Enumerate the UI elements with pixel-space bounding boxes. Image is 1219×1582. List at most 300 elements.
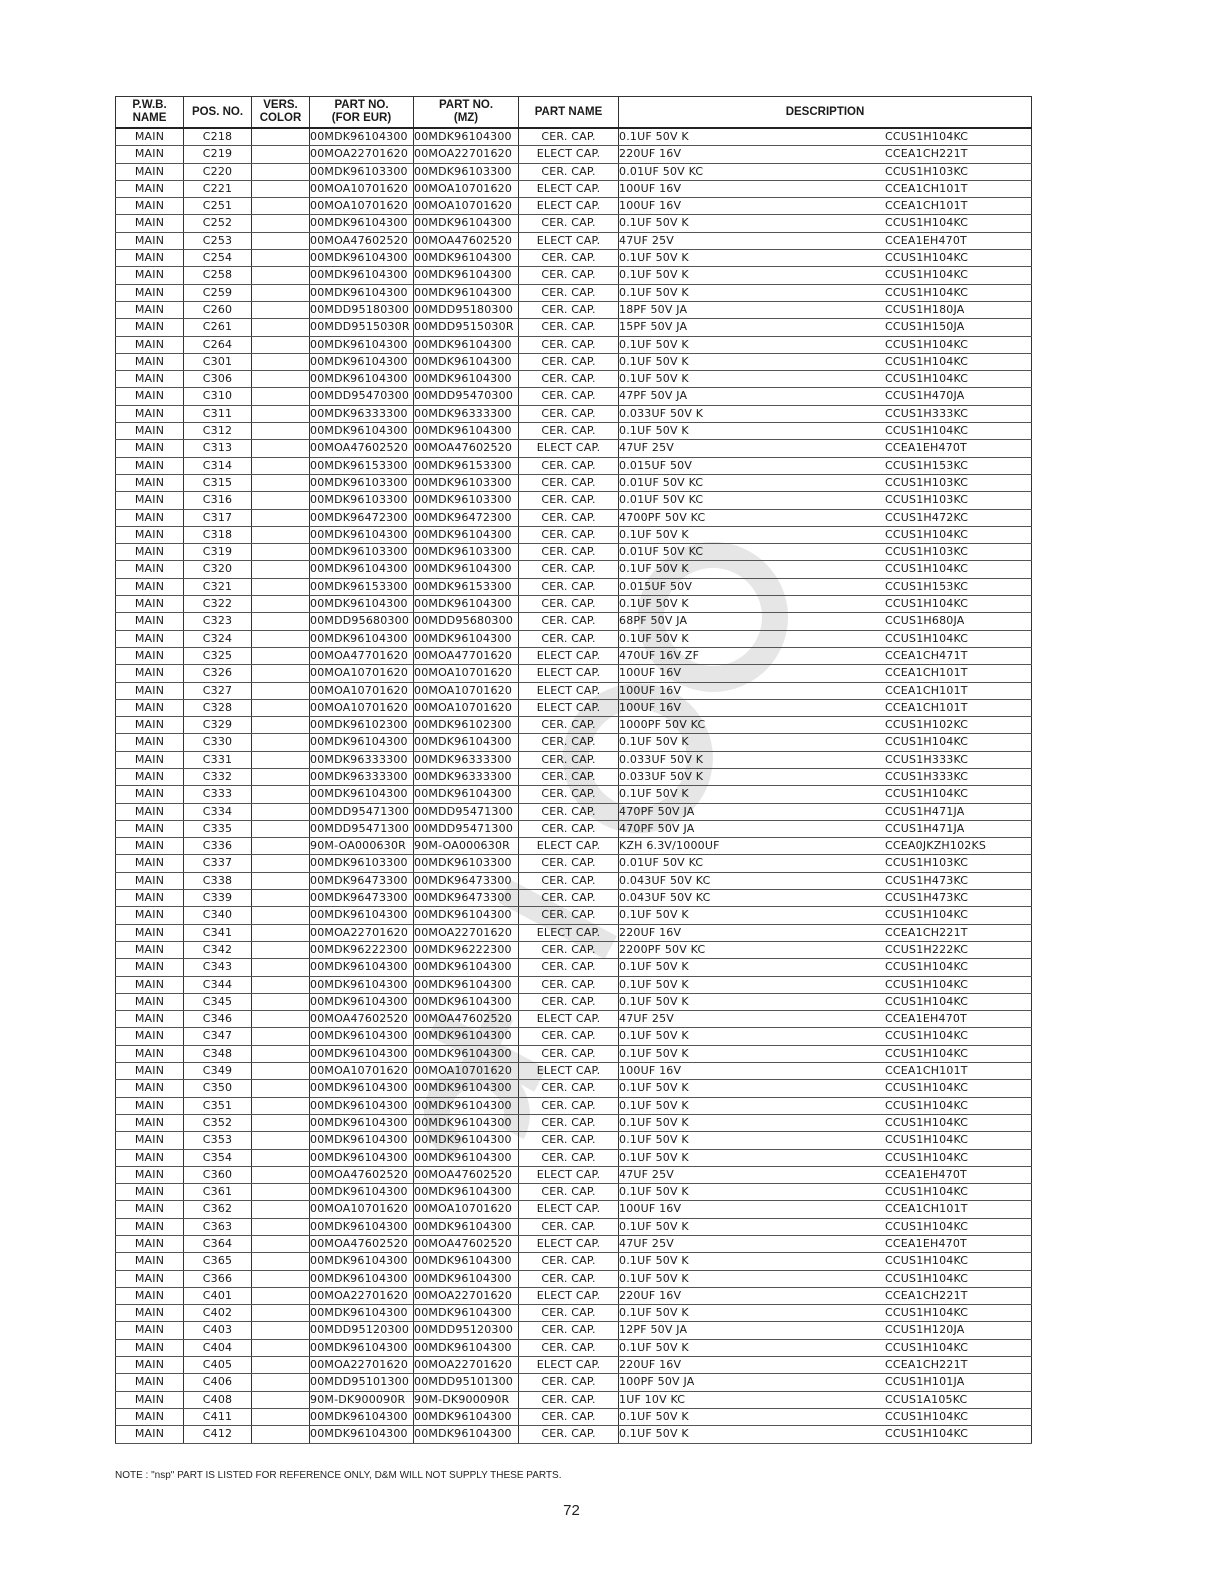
table-row	[116, 890, 1032, 907]
description-code: CCEA1EH470T	[885, 233, 967, 247]
pos-no-cell: C353	[184, 1132, 252, 1149]
table-row	[116, 768, 1032, 785]
part-name-cell: CER. CAP.	[519, 872, 619, 889]
table-row	[116, 440, 1032, 457]
pwb-name-cell: MAIN	[116, 1426, 184, 1443]
part-no-mz-cell: 00MOA10701620	[414, 682, 519, 699]
pos-no-cell: C326	[184, 665, 252, 682]
pwb-name-cell: MAIN	[116, 1045, 184, 1062]
description-code: CCUS1H473KC	[885, 873, 969, 887]
part-no-mz-cell: 00MDK96104300	[414, 371, 519, 388]
description-cell	[619, 907, 1032, 924]
description-cell	[619, 630, 1032, 647]
table-row	[116, 423, 1032, 440]
table-row	[116, 1322, 1032, 1339]
part-name-cell: CER. CAP.	[519, 1218, 619, 1235]
part-no-eur-cell: 00MOA47602520	[310, 232, 414, 249]
table-row	[116, 872, 1032, 889]
description-cell	[619, 301, 1032, 318]
vers-color-cell	[252, 388, 310, 405]
header-mz-line2: (MZ)	[453, 112, 479, 124]
description-cell	[619, 751, 1032, 768]
part-no-mz-cell: 00MDK96103300	[414, 163, 519, 180]
description-value: 1UF 10V KC	[619, 1392, 686, 1406]
vers-color-cell	[252, 1322, 310, 1339]
pos-no-cell: C325	[184, 647, 252, 664]
description-value: 0.1UF 50V K	[619, 631, 689, 645]
table-row	[116, 855, 1032, 872]
part-name-cell: CER. CAP.	[519, 319, 619, 336]
description-cell	[619, 526, 1032, 543]
description-value: 47UF 25V	[619, 1237, 674, 1250]
part-no-eur-cell: 90M-DK900090R	[310, 1391, 414, 1408]
description-code: CCUS1H102KC	[885, 718, 969, 732]
part-no-eur-cell: 00MOA47602520	[310, 1236, 414, 1253]
description-cell	[619, 1114, 1032, 1131]
pos-no-cell: C318	[184, 526, 252, 543]
part-name-cell: CER. CAP.	[519, 301, 619, 318]
description-value: 0.033UF 50V K	[619, 769, 704, 783]
description-code: CCUS1H104KC	[885, 1150, 969, 1164]
description-value: 470PF 50V JA	[619, 804, 695, 818]
description-cell	[619, 509, 1032, 526]
pos-no-cell: C401	[184, 1287, 252, 1304]
pwb-name-cell: MAIN	[116, 128, 184, 146]
part-no-eur-cell: 00MOA10701620	[310, 180, 414, 197]
part-no-eur-cell: 00MDK96103300	[310, 855, 414, 872]
part-no-eur-cell: 00MOA22701620	[310, 146, 414, 163]
table-row	[116, 267, 1032, 284]
part-no-mz-cell: 00MDK96104300	[414, 734, 519, 751]
pos-no-cell: C301	[184, 353, 252, 370]
part-name-cell: CER. CAP.	[519, 613, 619, 630]
pos-no-cell: C405	[184, 1357, 252, 1374]
pwb-name-cell: MAIN	[116, 1391, 184, 1408]
part-no-eur-cell: 00MDK96333300	[310, 751, 414, 768]
pwb-name-cell: MAIN	[116, 440, 184, 457]
part-no-mz-cell: 00MDK96102300	[414, 717, 519, 734]
vers-color-cell	[252, 578, 310, 595]
part-name-cell: CER. CAP.	[519, 855, 619, 872]
description-cell	[619, 1011, 1032, 1028]
part-no-mz-cell: 00MDK96333300	[414, 405, 519, 422]
part-no-mz-cell: 00MDK96103300	[414, 855, 519, 872]
description-cell	[619, 838, 1032, 855]
pos-no-cell: C347	[184, 1028, 252, 1045]
part-no-mz-cell: 00MDK96104300	[414, 993, 519, 1010]
description-value: 100UF 16V	[619, 181, 682, 195]
description-cell	[619, 613, 1032, 630]
vers-color-cell	[252, 630, 310, 647]
description-value: 0.01UF 50V KC	[619, 856, 704, 870]
header-vers-line1: VERS.	[263, 99, 298, 111]
part-name-cell: CER. CAP.	[519, 336, 619, 353]
vers-color-cell	[252, 1339, 310, 1356]
part-no-mz-cell: 00MDK96104300	[414, 336, 519, 353]
part-name-cell: ELECT CAP.	[519, 838, 619, 855]
vers-color-cell	[252, 284, 310, 301]
description-value: 220UF 16V	[619, 1358, 682, 1372]
vers-color-cell	[252, 1236, 310, 1253]
description-value: 0.01UF 50V KC	[619, 164, 704, 178]
description-value: 0.1UF 50V K	[619, 1029, 689, 1043]
part-no-eur-cell: 00MOA10701620	[310, 1063, 414, 1080]
description-cell	[619, 717, 1032, 734]
description-value: 100UF 16V	[619, 1202, 682, 1216]
description-code: CCUS1H104KC	[885, 354, 969, 368]
part-no-mz-cell: 00MDK96104300	[414, 907, 519, 924]
part-no-eur-cell: 00MDK96104300	[310, 1028, 414, 1045]
pos-no-cell: C336	[184, 838, 252, 855]
vers-color-cell	[252, 1097, 310, 1114]
part-name-cell: CER. CAP.	[519, 907, 619, 924]
pos-no-cell: C330	[184, 734, 252, 751]
part-no-mz-cell: 00MDK96103300	[414, 492, 519, 509]
pos-no-cell: C324	[184, 630, 252, 647]
part-no-eur-cell: 00MDK96104300	[310, 1253, 414, 1270]
description-code: CCUS1H153KC	[885, 579, 969, 593]
part-name-cell: ELECT CAP.	[519, 1011, 619, 1028]
part-no-eur-cell: 00MDK96104300	[310, 1426, 414, 1443]
part-name-cell: ELECT CAP.	[519, 699, 619, 716]
part-no-mz-cell: 00MDD95471300	[414, 803, 519, 820]
table-row	[116, 388, 1032, 405]
table-row	[116, 1201, 1032, 1218]
description-cell	[619, 803, 1032, 820]
description-code: CCUS1H471JA	[885, 821, 965, 835]
description-cell	[619, 596, 1032, 613]
vers-color-cell	[252, 613, 310, 630]
table-row	[116, 682, 1032, 699]
vers-color-cell	[252, 457, 310, 474]
table-row	[116, 941, 1032, 958]
vers-color-cell	[252, 544, 310, 561]
vers-color-cell	[252, 1166, 310, 1183]
description-code: CCUS1H104KC	[885, 1046, 969, 1060]
pos-no-cell: C351	[184, 1097, 252, 1114]
pwb-name-cell: MAIN	[116, 1287, 184, 1304]
part-no-eur-cell: 00MDK96333300	[310, 405, 414, 422]
part-no-eur-cell: 00MOA10701620	[310, 682, 414, 699]
description-cell	[619, 1374, 1032, 1391]
description-cell	[619, 1426, 1032, 1443]
description-cell	[619, 388, 1032, 405]
pos-no-cell: C313	[184, 440, 252, 457]
part-no-eur-cell: 00MDK96222300	[310, 941, 414, 958]
pwb-name-cell: MAIN	[116, 855, 184, 872]
description-value: 0.1UF 50V K	[619, 1133, 689, 1147]
header-eur-line1: PART NO.	[334, 99, 389, 111]
pwb-name-cell: MAIN	[116, 1408, 184, 1425]
part-no-mz-cell: 00MDK96103300	[414, 544, 519, 561]
description-value: 0.043UF 50V KC	[619, 891, 711, 905]
part-no-mz-cell: 00MDK96333300	[414, 751, 519, 768]
pos-no-cell: C264	[184, 336, 252, 353]
part-no-mz-cell: 00MDK96104300	[414, 1426, 519, 1443]
description-cell	[619, 1045, 1032, 1062]
description-value: 0.033UF 50V K	[619, 406, 704, 420]
description-value: 47UF 25V	[619, 1167, 674, 1181]
part-no-eur-cell: 00MDD9515030R	[310, 319, 414, 336]
description-value: 68PF 50V JA	[619, 614, 688, 628]
description-cell	[619, 786, 1032, 803]
description-code: CCUS1H180JA	[885, 302, 965, 316]
description-cell	[619, 1305, 1032, 1322]
description-value: 0.01UF 50V KC	[619, 493, 704, 507]
part-name-cell: CER. CAP.	[519, 820, 619, 837]
vers-color-cell	[252, 128, 310, 146]
header-vers-color	[252, 97, 310, 129]
part-no-eur-cell: 00MDK96104300	[310, 993, 414, 1010]
description-value: 47PF 50V JA	[619, 389, 688, 403]
pwb-name-cell: MAIN	[116, 1080, 184, 1097]
vers-color-cell	[252, 301, 310, 318]
description-value: 0.1UF 50V K	[619, 424, 689, 438]
pos-no-cell: C322	[184, 596, 252, 613]
description-value: 0.015UF 50V	[619, 579, 693, 593]
part-no-eur-cell: 00MDK96104300	[310, 1132, 414, 1149]
vers-color-cell	[252, 751, 310, 768]
description-value: 0.1UF 50V K	[619, 1185, 689, 1199]
pos-no-cell: C349	[184, 1063, 252, 1080]
part-no-mz-cell: 00MDK96104300	[414, 561, 519, 578]
part-no-eur-cell: 00MDK96104300	[310, 267, 414, 284]
pos-no-cell: C350	[184, 1080, 252, 1097]
pos-no-cell: C362	[184, 1201, 252, 1218]
pwb-name-cell: MAIN	[116, 820, 184, 837]
table-row	[116, 734, 1032, 751]
pos-no-cell: C352	[184, 1114, 252, 1131]
part-name-cell: CER. CAP.	[519, 1184, 619, 1201]
description-cell	[619, 440, 1032, 457]
part-no-mz-cell: 00MDK96104300	[414, 1045, 519, 1062]
header-pwb-name	[116, 97, 184, 129]
table-row	[116, 1426, 1032, 1443]
table-row	[116, 336, 1032, 353]
table-row	[116, 976, 1032, 993]
part-no-eur-cell: 00MDK96104300	[310, 526, 414, 543]
pwb-name-cell: MAIN	[116, 284, 184, 301]
description-code: CCEA1CH471T	[885, 648, 968, 662]
vers-color-cell	[252, 1374, 310, 1391]
table-row	[116, 699, 1032, 716]
description-code: CCUS1H120JA	[885, 1323, 965, 1337]
part-no-mz-cell: 00MDK96104300	[414, 267, 519, 284]
part-name-cell: CER. CAP.	[519, 267, 619, 284]
table-row	[116, 284, 1032, 301]
description-value: 220UF 16V	[619, 925, 682, 939]
pwb-name-cell: MAIN	[116, 647, 184, 664]
pwb-name-cell: MAIN	[116, 1114, 184, 1131]
description-code: CCUS1H150JA	[885, 320, 965, 334]
description-value: 100UF 16V	[619, 683, 682, 697]
table-row	[116, 924, 1032, 941]
description-value: KZH 6.3V/1000UF	[619, 839, 720, 853]
part-no-mz-cell: 00MOA22701620	[414, 1287, 519, 1304]
pwb-name-cell: MAIN	[116, 561, 184, 578]
header-description	[619, 97, 1032, 129]
pwb-name-cell: MAIN	[116, 976, 184, 993]
pwb-name-cell: MAIN	[116, 1149, 184, 1166]
table-row	[116, 474, 1032, 491]
vers-color-cell	[252, 423, 310, 440]
part-no-eur-cell: 00MOA22701620	[310, 924, 414, 941]
part-no-mz-cell: 90M-DK900090R	[414, 1391, 519, 1408]
part-no-mz-cell: 00MOA10701620	[414, 198, 519, 215]
table-row	[116, 1270, 1032, 1287]
part-no-mz-cell: 00MOA47602520	[414, 440, 519, 457]
description-cell	[619, 993, 1032, 1010]
vers-color-cell	[252, 1114, 310, 1131]
part-name-cell: CER. CAP.	[519, 734, 619, 751]
vers-color-cell	[252, 336, 310, 353]
description-value: 0.1UF 50V K	[619, 977, 689, 991]
table-row	[116, 128, 1032, 146]
part-no-mz-cell: 00MOA22701620	[414, 924, 519, 941]
description-value: 100UF 16V	[619, 666, 682, 680]
vers-color-cell	[252, 941, 310, 958]
part-name-cell: CER. CAP.	[519, 388, 619, 405]
part-no-mz-cell: 00MDD95471300	[414, 820, 519, 837]
part-no-mz-cell: 00MDK96472300	[414, 509, 519, 526]
description-code: CCUS1H104KC	[885, 216, 969, 230]
part-name-cell: ELECT CAP.	[519, 647, 619, 664]
part-no-eur-cell: 00MDK96104300	[310, 423, 414, 440]
description-cell	[619, 128, 1032, 146]
pos-no-cell: C406	[184, 1374, 252, 1391]
part-name-cell: CER. CAP.	[519, 1097, 619, 1114]
part-name-cell: CER. CAP.	[519, 526, 619, 543]
description-value: 47UF 25V	[619, 233, 674, 247]
table-row	[116, 232, 1032, 249]
part-name-cell: CER. CAP.	[519, 1426, 619, 1443]
description-cell	[619, 544, 1032, 561]
description-value: 220UF 16V	[619, 1288, 682, 1302]
header-part-no-mz	[414, 97, 519, 129]
table-row	[116, 596, 1032, 613]
pos-no-cell: C221	[184, 180, 252, 197]
description-code: CCUS1H104KC	[885, 1029, 969, 1043]
pwb-name-cell: MAIN	[116, 1011, 184, 1028]
header-part-no-eur	[310, 97, 414, 129]
table-row	[116, 509, 1032, 526]
description-cell	[619, 561, 1032, 578]
description-code: CCUS1H104KC	[885, 1185, 969, 1199]
description-value: 0.1UF 50V K	[619, 285, 689, 299]
pwb-name-cell: MAIN	[116, 682, 184, 699]
description-code: CCUS1H104KC	[885, 908, 969, 922]
description-cell	[619, 405, 1032, 422]
pwb-name-cell: MAIN	[116, 803, 184, 820]
part-no-eur-cell: 00MDK96104300	[310, 907, 414, 924]
description-cell	[619, 1236, 1032, 1253]
part-name-cell: CER. CAP.	[519, 1080, 619, 1097]
table-row	[116, 1184, 1032, 1201]
description-cell	[619, 267, 1032, 284]
part-name-cell: ELECT CAP.	[519, 440, 619, 457]
vers-color-cell	[252, 717, 310, 734]
pos-no-cell: C403	[184, 1322, 252, 1339]
part-no-eur-cell: 00MDK96103300	[310, 544, 414, 561]
description-cell	[619, 941, 1032, 958]
part-name-cell: ELECT CAP.	[519, 146, 619, 163]
vers-color-cell	[252, 855, 310, 872]
description-code: CCEA1CH101T	[885, 700, 968, 714]
description-cell	[619, 146, 1032, 163]
description-code: CCUS1H153KC	[885, 458, 969, 472]
part-no-mz-cell: 00MDD95470300	[414, 388, 519, 405]
table-row	[116, 1166, 1032, 1183]
pos-no-cell: C310	[184, 388, 252, 405]
description-value: 15PF 50V JA	[619, 320, 688, 334]
description-value: 0.1UF 50V K	[619, 735, 689, 749]
pos-no-cell: C252	[184, 215, 252, 232]
part-no-eur-cell: 00MDK96104300	[310, 336, 414, 353]
description-code: CCUS1H104KC	[885, 960, 969, 974]
pwb-name-cell: MAIN	[116, 198, 184, 215]
pwb-name-cell: MAIN	[116, 180, 184, 197]
description-cell	[619, 1408, 1032, 1425]
description-code: CCEA1CH101T	[885, 199, 968, 213]
description-cell	[619, 1253, 1032, 1270]
part-name-cell: CER. CAP.	[519, 1391, 619, 1408]
vers-color-cell	[252, 993, 310, 1010]
description-code: CCUS1H104KC	[885, 1081, 969, 1095]
part-no-eur-cell: 00MDK96103300	[310, 492, 414, 509]
vers-color-cell	[252, 924, 310, 941]
pos-no-cell: C329	[184, 717, 252, 734]
table-row	[116, 959, 1032, 976]
description-code: CCUS1H104KC	[885, 1271, 969, 1285]
table-row	[116, 371, 1032, 388]
vers-color-cell	[252, 803, 310, 820]
part-name-cell: ELECT CAP.	[519, 1236, 619, 1253]
part-no-eur-cell: 00MOA47602520	[310, 1011, 414, 1028]
part-no-eur-cell: 00MDK96104300	[310, 596, 414, 613]
pwb-name-cell: MAIN	[116, 907, 184, 924]
description-code: CCUS1H104KC	[885, 977, 969, 991]
part-no-mz-cell: 00MDD95680300	[414, 613, 519, 630]
vers-color-cell	[252, 1287, 310, 1304]
vers-color-cell	[252, 976, 310, 993]
part-name-cell: ELECT CAP.	[519, 1357, 619, 1374]
part-name-cell: CER. CAP.	[519, 941, 619, 958]
vers-color-cell	[252, 180, 310, 197]
description-value: 0.1UF 50V K	[619, 1254, 689, 1268]
vers-color-cell	[252, 371, 310, 388]
part-no-mz-cell: 00MDD95101300	[414, 1374, 519, 1391]
description-code: CCEA1CH101T	[885, 666, 968, 680]
part-no-mz-cell: 00MDK96104300	[414, 1305, 519, 1322]
description-code: CCUS1H104KC	[885, 562, 969, 576]
table-row	[116, 1114, 1032, 1131]
description-code: CCUS1H222KC	[885, 942, 969, 956]
part-no-eur-cell: 00MOA47602520	[310, 440, 414, 457]
description-code: CCUS1A105KC	[885, 1392, 968, 1406]
description-cell	[619, 1218, 1032, 1235]
description-value: 0.1UF 50V K	[619, 1409, 689, 1423]
pwb-name-cell: MAIN	[116, 786, 184, 803]
header-part-name	[519, 97, 619, 129]
pos-no-cell: C315	[184, 474, 252, 491]
description-value: 0.1UF 50V K	[619, 354, 689, 368]
part-no-mz-cell: 00MDK96104300	[414, 250, 519, 267]
description-code: CCUS1H104KC	[885, 1098, 969, 1112]
pwb-name-cell: MAIN	[116, 492, 184, 509]
description-value: 0.1UF 50V K	[619, 1219, 689, 1233]
part-name-cell: ELECT CAP.	[519, 198, 619, 215]
pwb-name-cell: MAIN	[116, 1322, 184, 1339]
